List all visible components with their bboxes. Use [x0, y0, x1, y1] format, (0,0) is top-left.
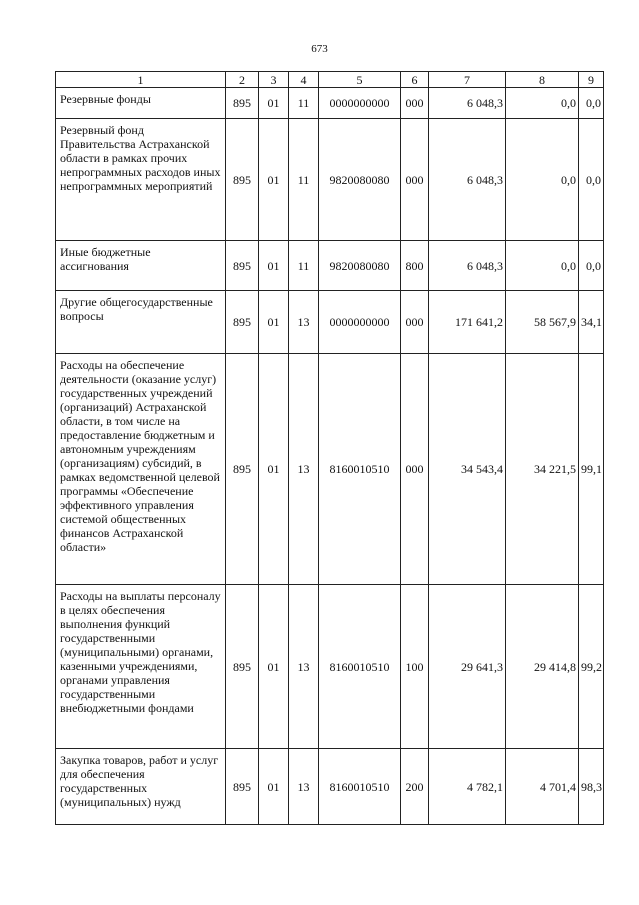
column-header: 6 [401, 72, 429, 88]
cell-col9: 99,1 [579, 354, 604, 585]
table-row [56, 119, 604, 241]
cell-col6: 000 [401, 119, 429, 241]
column-header: 5 [319, 72, 401, 88]
cell-col6: 000 [401, 354, 429, 585]
cell-col3: 01 [259, 749, 289, 825]
cell-col3: 01 [259, 585, 289, 749]
cell-col4: 13 [289, 749, 319, 825]
cell-col7: 171 641,2 [429, 291, 506, 354]
column-header: 8 [506, 72, 579, 88]
cell-col7: 6 048,3 [429, 119, 506, 241]
cell-col5: 8160010510 [319, 354, 401, 585]
column-header: 4 [289, 72, 319, 88]
cell-col2: 895 [226, 88, 259, 119]
cell-col2: 895 [226, 291, 259, 354]
cell-col4: 13 [289, 354, 319, 585]
cell-col6: 000 [401, 88, 429, 119]
row-name: Другие общегосударственные вопросы [56, 291, 226, 354]
row-name: Расходы на обеспечение деятельности (оказание услуг) государственных учреждений (организаций) Астраханской области, в том числе на предоставление бюджетным и автономным учреждениям (организациям) субсидий, в рамках ведомственной целевой программы «Обеспечение эффективного управления системой общественных финансов Астраханской области» [56, 354, 226, 585]
cell-col2: 895 [226, 119, 259, 241]
cell-col6: 100 [401, 585, 429, 749]
cell-col2: 895 [226, 749, 259, 825]
cell-col4: 11 [289, 241, 319, 291]
cell-col3: 01 [259, 119, 289, 241]
table-row [56, 749, 604, 825]
cell-col2: 895 [226, 585, 259, 749]
cell-col3: 01 [259, 354, 289, 585]
cell-col9: 0,0 [579, 88, 604, 119]
cell-col5: 8160010510 [319, 585, 401, 749]
cell-col5: 0000000000 [319, 88, 401, 119]
cell-col3: 01 [259, 291, 289, 354]
cell-col8: 34 221,5 [506, 354, 579, 585]
table-row [56, 354, 604, 585]
cell-col8: 0,0 [506, 88, 579, 119]
cell-col7: 29 641,3 [429, 585, 506, 749]
budget-table [55, 71, 604, 825]
cell-col7: 6 048,3 [429, 241, 506, 291]
column-header: 1 [56, 72, 226, 88]
column-header: 7 [429, 72, 506, 88]
cell-col4: 13 [289, 291, 319, 354]
cell-col4: 11 [289, 88, 319, 119]
table-row [56, 241, 604, 291]
header-row [56, 72, 604, 88]
cell-col5: 0000000000 [319, 291, 401, 354]
column-header: 9 [579, 72, 604, 88]
cell-col7: 4 782,1 [429, 749, 506, 825]
cell-col9: 34,1 [579, 291, 604, 354]
row-name: Резервный фонд Правительства Астраханской области в рамках прочих непрограммных расходов иных непрограммных мероприятий [56, 119, 226, 241]
cell-col3: 01 [259, 88, 289, 119]
table-row [56, 585, 604, 749]
cell-col6: 200 [401, 749, 429, 825]
cell-col6: 800 [401, 241, 429, 291]
cell-col9: 0,0 [579, 241, 604, 291]
row-name: Расходы на выплаты персоналу в целях обеспечения выполнения функций государственными (муниципальными) органами, казенными учреждениями, органами управления государственными внебюджетными фондами [56, 585, 226, 749]
cell-col8: 4 701,4 [506, 749, 579, 825]
cell-col9: 98,3 [579, 749, 604, 825]
row-name: Иные бюджетные ассигнования [56, 241, 226, 291]
column-header: 2 [226, 72, 259, 88]
cell-col2: 895 [226, 241, 259, 291]
cell-col4: 13 [289, 585, 319, 749]
column-header: 3 [259, 72, 289, 88]
cell-col7: 6 048,3 [429, 88, 506, 119]
cell-col2: 895 [226, 354, 259, 585]
page-number: 673 [311, 43, 328, 55]
cell-col9: 99,2 [579, 585, 604, 749]
table-row [56, 88, 604, 119]
cell-col4: 11 [289, 119, 319, 241]
cell-col3: 01 [259, 241, 289, 291]
row-name: Резервные фонды [56, 88, 226, 119]
cell-col8: 29 414,8 [506, 585, 579, 749]
cell-col9: 0,0 [579, 119, 604, 241]
cell-col6: 000 [401, 291, 429, 354]
row-name: Закупка товаров, работ и услуг для обеспечения государственных (муниципальных) нужд [56, 749, 226, 825]
cell-col8: 0,0 [506, 119, 579, 241]
cell-col8: 0,0 [506, 241, 579, 291]
cell-col7: 34 543,4 [429, 354, 506, 585]
table-row [56, 291, 604, 354]
cell-col5: 9820080080 [319, 241, 401, 291]
cell-col5: 9820080080 [319, 119, 401, 241]
cell-col8: 58 567,9 [506, 291, 579, 354]
cell-col5: 8160010510 [319, 749, 401, 825]
